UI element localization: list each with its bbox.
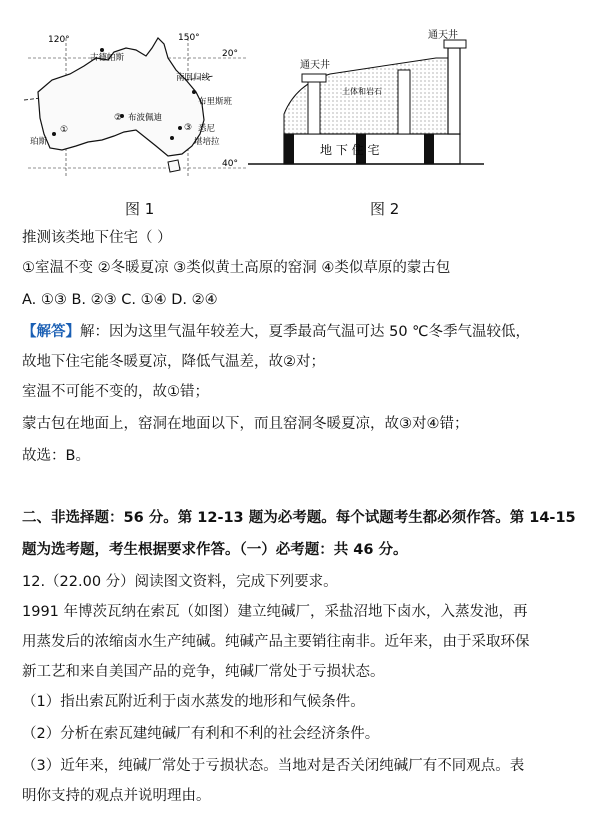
answer-line4: 蒙古包在地面上，窑洞在地面以下，而且窑洞冬暖夏凉，故③对④错；	[22, 416, 469, 432]
answer-text1: 解：因为这里气温年较差大，夏季最高气温可达 50 ℃冬季气温较低，	[80, 324, 530, 340]
question-options: ①室温不变 ②冬暖夏凉 ③类似黄土高原的窑洞 ④类似草原的蒙古包	[22, 260, 451, 276]
brisbane-label: 布里斯班	[198, 97, 233, 107]
figure1-map	[18, 30, 250, 180]
answer-line5: 故选：B。	[22, 448, 90, 464]
q12-title: 12.（22.00 分）阅读图文资料，完成下列要求。	[22, 574, 338, 590]
tropic-label: 南回归线	[176, 73, 211, 83]
answer-line3: 室温不可能不变的，故①错；	[22, 384, 209, 400]
section2-heading-2: 题为选考题，考生根据要求作答。（一）必考题：共 46 分。	[22, 542, 408, 558]
house-label: 地 下 住 宅	[320, 143, 380, 157]
lon-120-label: 120°	[48, 35, 70, 45]
perth-label: 珀斯	[30, 137, 48, 147]
tasmania	[168, 160, 180, 172]
marker-2: ②	[114, 113, 123, 123]
lat-40-label: 40°	[222, 159, 238, 169]
q12-sub-3a: （3）近年来，纯碱厂常处于亏损状态。当地对是否关闭纯碱厂有不同观点。表	[22, 758, 525, 774]
lat-20-label: 20°	[222, 49, 238, 59]
q12-para-2: 用蒸发后的浓缩卤水生产纯碱。纯碱产品主要销往南非。近年来，由于采取环保	[22, 634, 530, 650]
figure1-caption: 图 1	[125, 200, 155, 218]
broken-hill-label: 布波佩迪	[128, 113, 163, 123]
gdp-label: 古德帕斯	[90, 53, 125, 63]
answer-line2: 故地下住宅能冬暖夏凉，降低气温差，故②对；	[22, 354, 325, 370]
well-left-label: 通天井	[300, 60, 330, 71]
well-right-label: 通天井	[428, 30, 458, 41]
answer-line1	[22, 322, 530, 342]
marker-3: ③	[184, 123, 193, 133]
section2-heading-1: 二、非选择题：56 分。第 12-13 题为必考题。每个试题考生都必须作答。第 14-15	[22, 510, 576, 526]
marker-1: ①	[60, 125, 69, 135]
rock-label: 土体和岩石	[342, 87, 382, 96]
lon-150-label: 150°	[178, 33, 200, 43]
figure2-caption: 图 2	[370, 200, 400, 218]
answer-tag: 【解答】	[22, 324, 80, 340]
q12-sub-3b: 明你支持的观点并说明理由。	[22, 788, 211, 804]
q12-sub-2: （2）分析在索瓦建纯碱厂有利和不利的社会经济条件。	[22, 726, 380, 742]
figure2-section	[248, 28, 488, 176]
q12-para-1: 1991 年博茨瓦纳在索瓦（如图）建立纯碱厂，采盐沼地下卤水，入蒸发池，再	[22, 604, 528, 620]
question-stem: 推测该类地下住宅（ ）	[22, 230, 172, 246]
q12-sub-1: （1）指出索瓦附近利于卤水蒸发的地形和气候条件。	[22, 694, 365, 710]
question-choices: A. ①③ B. ②③ C. ①④ D. ②④	[22, 292, 218, 308]
sydney-label: 悉尼	[198, 124, 216, 134]
canberra-label: 堪培拉	[194, 137, 220, 147]
q12-para-3: 新工艺和来自美国产品的竞争，纯碱厂常处于亏损状态。	[22, 664, 385, 680]
